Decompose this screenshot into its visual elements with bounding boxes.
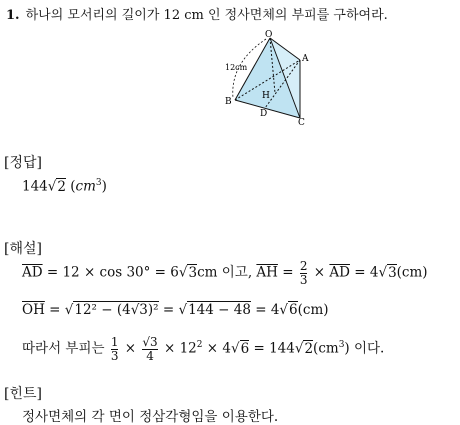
fraction-2-3: $\frac{2}{3}$	[299, 259, 308, 287]
fraction-root3-4: $\frac{√3}{4}$	[142, 335, 158, 363]
tetrahedron-figure	[220, 28, 320, 126]
solution-line-2: $\overline{OH} = √12^2 - (4√3)^2 = √144 - 48 = 4√6(cm)$	[22, 302, 329, 318]
answer-value: 144√2 $(cm^3)$	[22, 178, 107, 195]
hint-text: 정사면체의 각 면이 정삼각형임을 이용한다.	[22, 409, 279, 425]
vertex-A-label: A	[302, 54, 309, 64]
solution-label: [해설]	[4, 241, 42, 257]
vertex-O-label: O	[265, 30, 273, 40]
edge-length-label: 12cm	[225, 63, 248, 72]
hint-label: [힌트]	[4, 386, 42, 402]
answer-radicand: 2	[57, 178, 66, 195]
solution-line-3: 따라서 부피는 $\frac{1}{3}$ × $\frac{√3}{4}$ × $12^2 \times 4√6 = 144√2(cm^3)$ 이다.	[22, 335, 385, 363]
vertex-H-label: H	[262, 91, 270, 101]
vertex-C-label: C	[298, 118, 305, 126]
answer-label: [정답]	[4, 155, 42, 171]
problem-number: 1.	[6, 8, 20, 23]
fraction-1-3: $\frac{1}{3}$	[110, 335, 119, 363]
solution-line-1: $\overline{AD} = 12 \times \cos 30^\circ = 6√3cm$ 이고, $\overline{AH}$ = $\frac{2}{3}$ × $\overline{AD} = 4√3(cm)$	[22, 259, 428, 287]
vertex-D-label: D	[260, 109, 268, 119]
problem-text: 하나의 모서리의 길이가 12 cm 인 정사면체의 부피를 구하여라.	[25, 8, 388, 23]
vertex-B-label: B	[225, 97, 232, 107]
problem-statement	[6, 4, 388, 23]
